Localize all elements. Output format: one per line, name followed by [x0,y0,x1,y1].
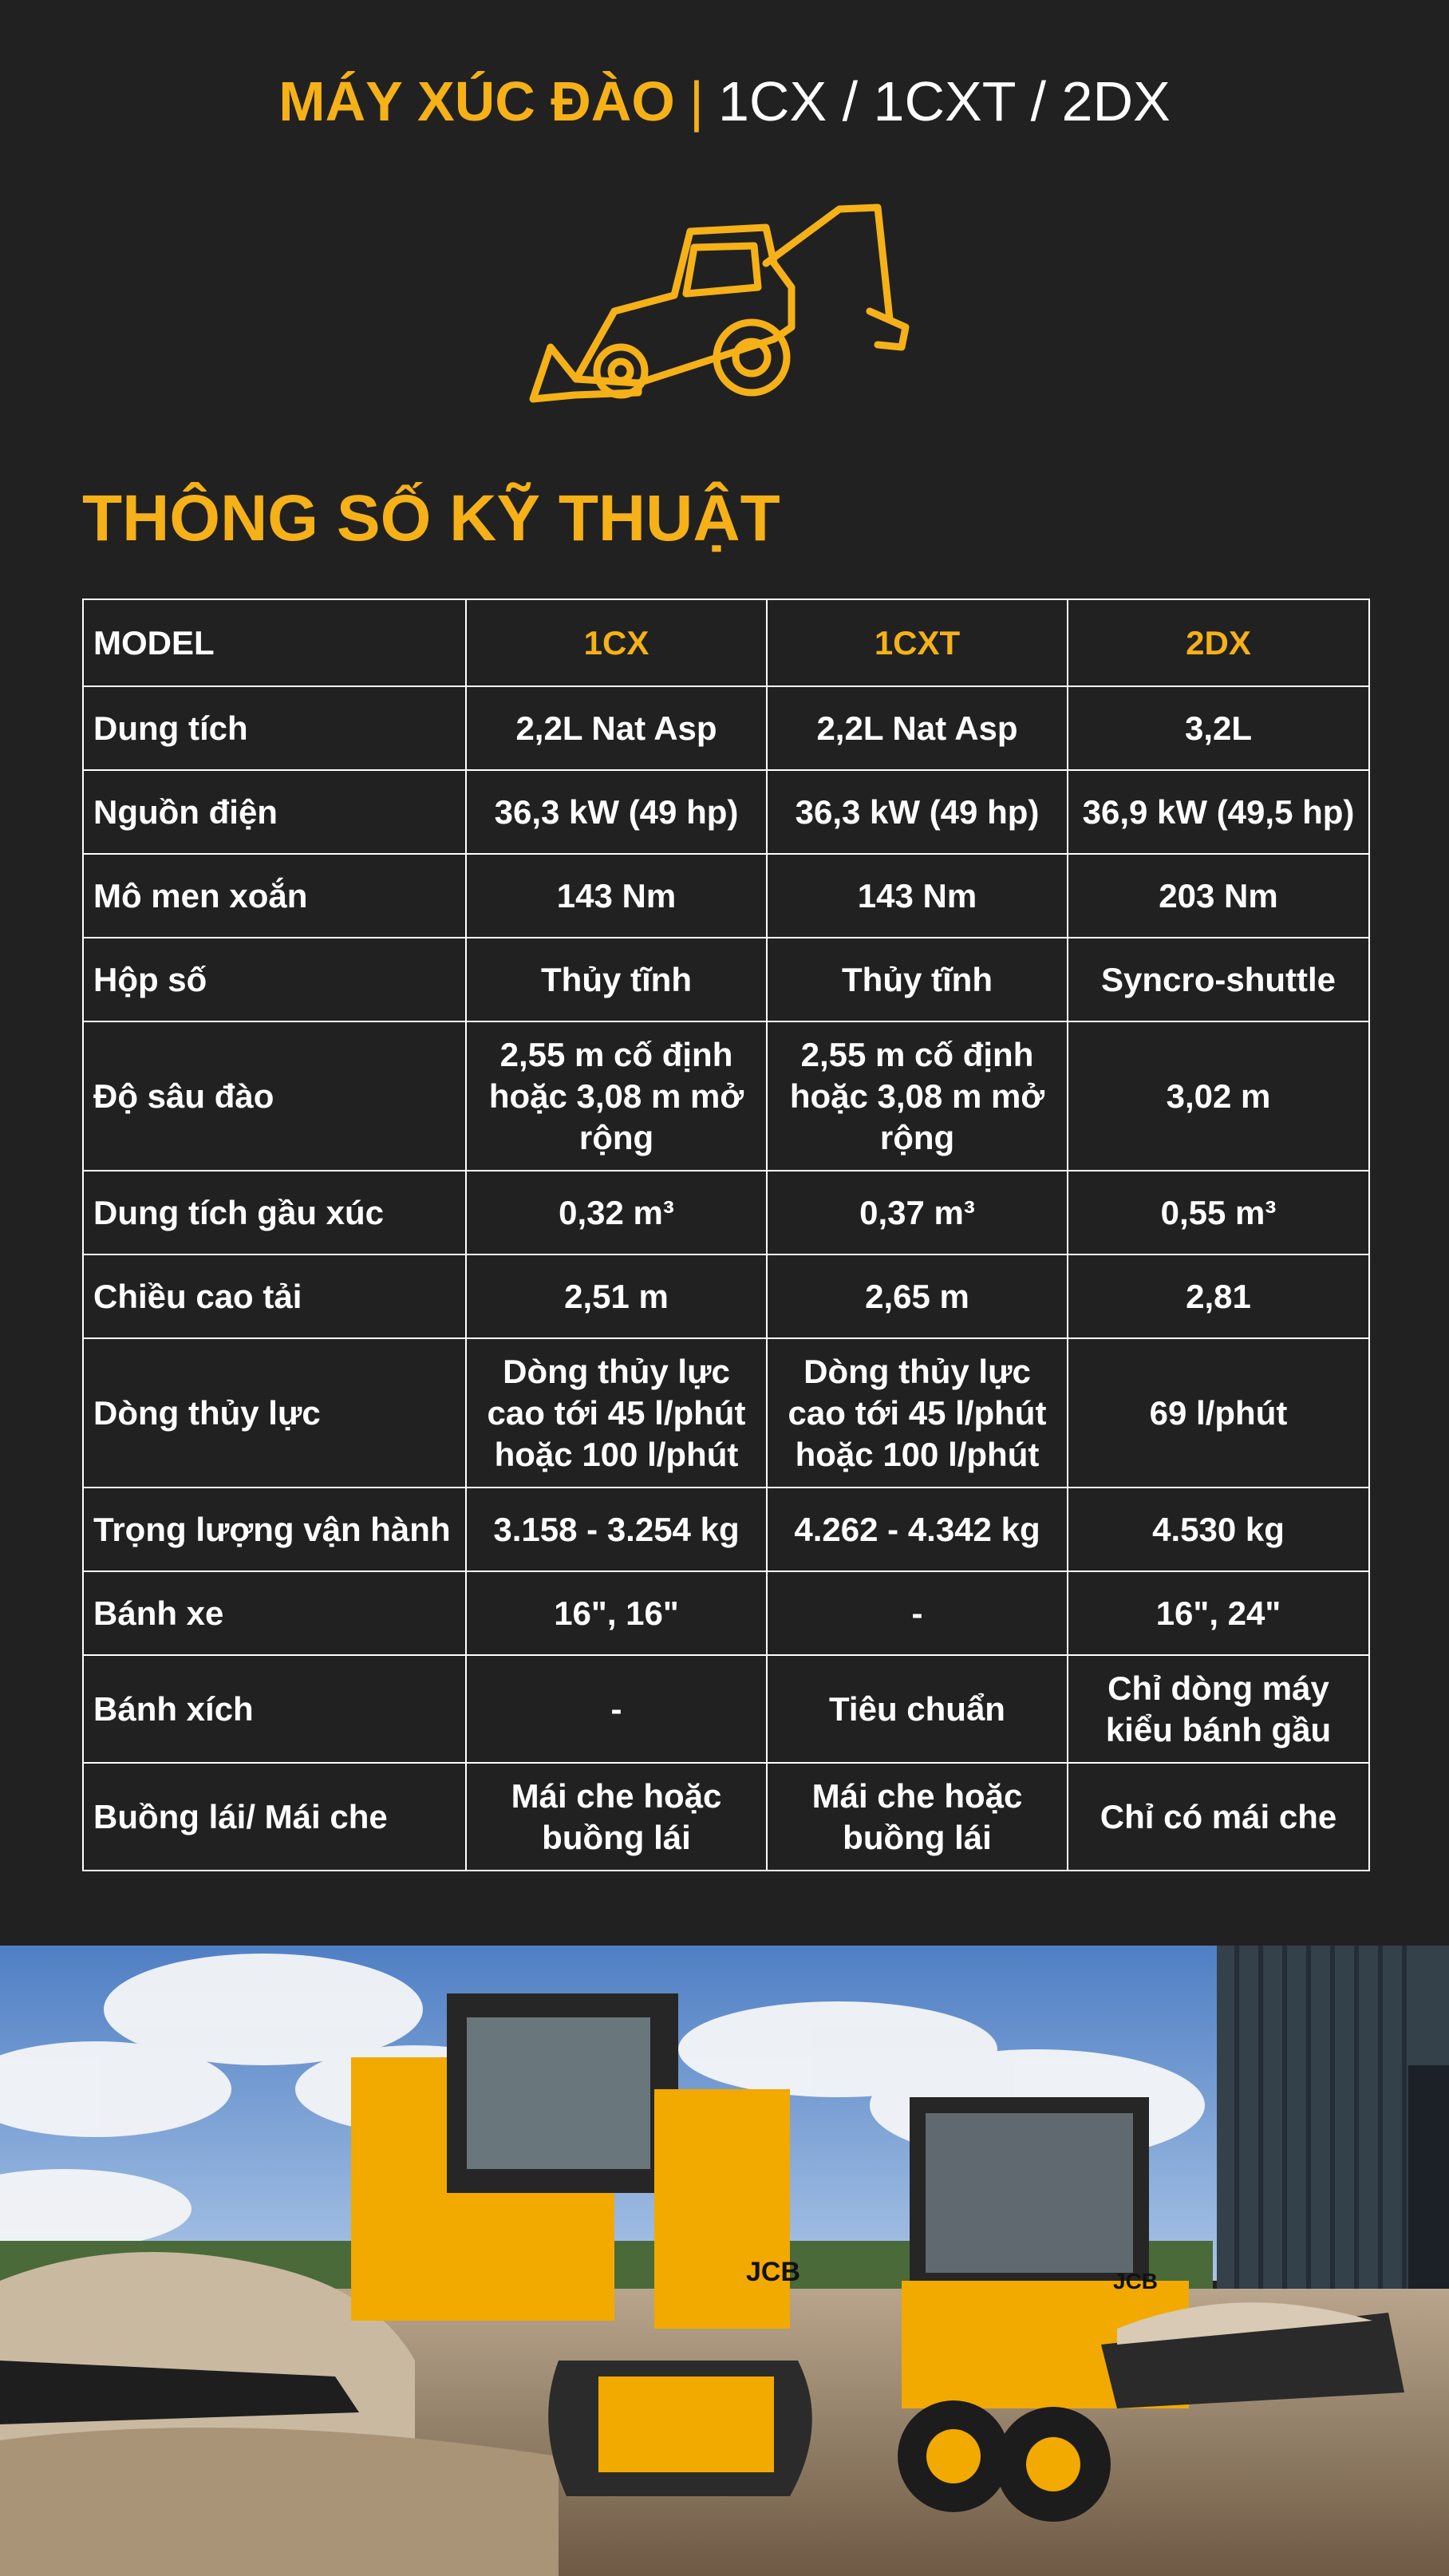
table-cell: 0,37 m³ [767,1171,1068,1254]
table-cell: 16", 16" [466,1571,767,1655]
table-cell: 4.530 kg [1068,1488,1369,1571]
section-title: THÔNG SỐ KỸ THUẬT [82,482,780,555]
table-row [83,1763,1369,1871]
table-cell: Chỉ dòng máy kiểu bánh gầu [1068,1655,1369,1763]
table-cell: - [767,1571,1068,1655]
table-row [83,1338,1369,1488]
row-label: Hộp số [83,938,466,1021]
table-cell: Mái che hoặc buồng lái [767,1763,1068,1871]
row-label: Buồng lái/ Mái che [83,1763,466,1871]
table-cell: 0,32 m³ [466,1171,767,1254]
row-label: Mô men xoắn [83,854,466,938]
table-cell: Dòng thủy lực cao tới 45 l/phút hoặc 100 l/phút [767,1338,1068,1488]
table-cell: Mái che hoặc buồng lái [466,1763,767,1871]
table-row [83,854,1369,938]
table-cell: 2,55 m cố định hoặc 3,08 m mở rộng [466,1021,767,1171]
specs-table [82,599,1370,1871]
table-cell: 3.158 - 3.254 kg [466,1488,767,1571]
table-cell: 2,65 m [767,1254,1068,1338]
column-header: MODEL [83,599,466,686]
table-cell: 2,2L Nat Asp [466,686,767,770]
row-label: Dung tích gầu xúc [83,1171,466,1254]
table-cell: Thủy tĩnh [466,938,767,1021]
row-label: Dòng thủy lực [83,1338,466,1488]
table-cell: 2,81 [1068,1254,1369,1338]
table-cell: Thủy tĩnh [767,938,1068,1021]
row-label: Trọng lượng vận hành [83,1488,466,1571]
table-row [83,1171,1369,1254]
table-cell: Tiêu chuẩn [767,1655,1068,1763]
table-cell: 2,51 m [466,1254,767,1338]
jcb-badge-right: JCB [1113,2269,1159,2294]
table-cell: 16", 24" [1068,1571,1369,1655]
table-header-row [83,599,1369,686]
column-header: 2DX [1068,599,1369,686]
table-cell: Dòng thủy lực cao tới 45 l/phút hoặc 100 l/phút [466,1338,767,1488]
table-row [83,938,1369,1021]
table-cell: 36,3 kW (49 hp) [767,770,1068,854]
table-cell: 143 Nm [767,854,1068,938]
loader-body-shape [576,227,792,383]
jcb-badge-left: JCB [746,2257,801,2287]
table-row [83,1571,1369,1655]
table-row [83,770,1369,854]
table-cell: 3,2L [1068,686,1369,770]
machines-photo [0,1946,1449,2576]
table-row [83,1021,1369,1171]
boom-arm-shape [766,207,890,319]
table-cell: 69 l/phút [1068,1338,1369,1488]
table-cell: Syncro-shuttle [1068,938,1369,1021]
row-label: Bánh xích [83,1655,466,1763]
table-cell: 36,3 kW (49 hp) [466,770,767,854]
rear-bucket-shape [870,311,906,347]
table-cell: Chỉ có mái che [1068,1763,1369,1871]
table-cell: 143 Nm [466,854,767,938]
row-label: Chiều cao tải [83,1254,466,1338]
front-wheel-shape [597,347,645,395]
table-cell: 203 Nm [1068,854,1369,938]
table-row [83,686,1369,770]
table-cell: - [466,1655,767,1763]
table-row [83,1254,1369,1338]
table-cell: 2,55 m cố định hoặc 3,08 m mở rộng [767,1021,1068,1171]
table-cell: 36,9 kW (49,5 hp) [1068,770,1369,854]
table-row [83,1488,1369,1571]
row-label: Nguồn điện [83,770,466,854]
table-cell: 2,2L Nat Asp [767,686,1068,770]
table-row [83,1655,1369,1763]
backhoe-machines-image [0,1946,1449,2576]
row-label: Dung tích [83,686,466,770]
column-header: 1CX [466,599,767,686]
cab-window-shape [686,246,758,294]
table-cell: 0,55 m³ [1068,1171,1369,1254]
column-header: 1CXT [767,599,1068,686]
table-cell: 4.262 - 4.342 kg [767,1488,1068,1571]
row-label: Bánh xe [83,1571,466,1655]
category-title: MÁY XÚC ĐÀO [278,70,675,132]
row-label: Độ sâu đào [83,1021,466,1171]
table-cell: 3,02 m [1068,1021,1369,1171]
model-list: 1CX / 1CXT / 2DX [718,70,1171,132]
backhoe-loader-icon [527,200,926,415]
page-header [0,65,1449,137]
title-separator: | [689,70,704,132]
